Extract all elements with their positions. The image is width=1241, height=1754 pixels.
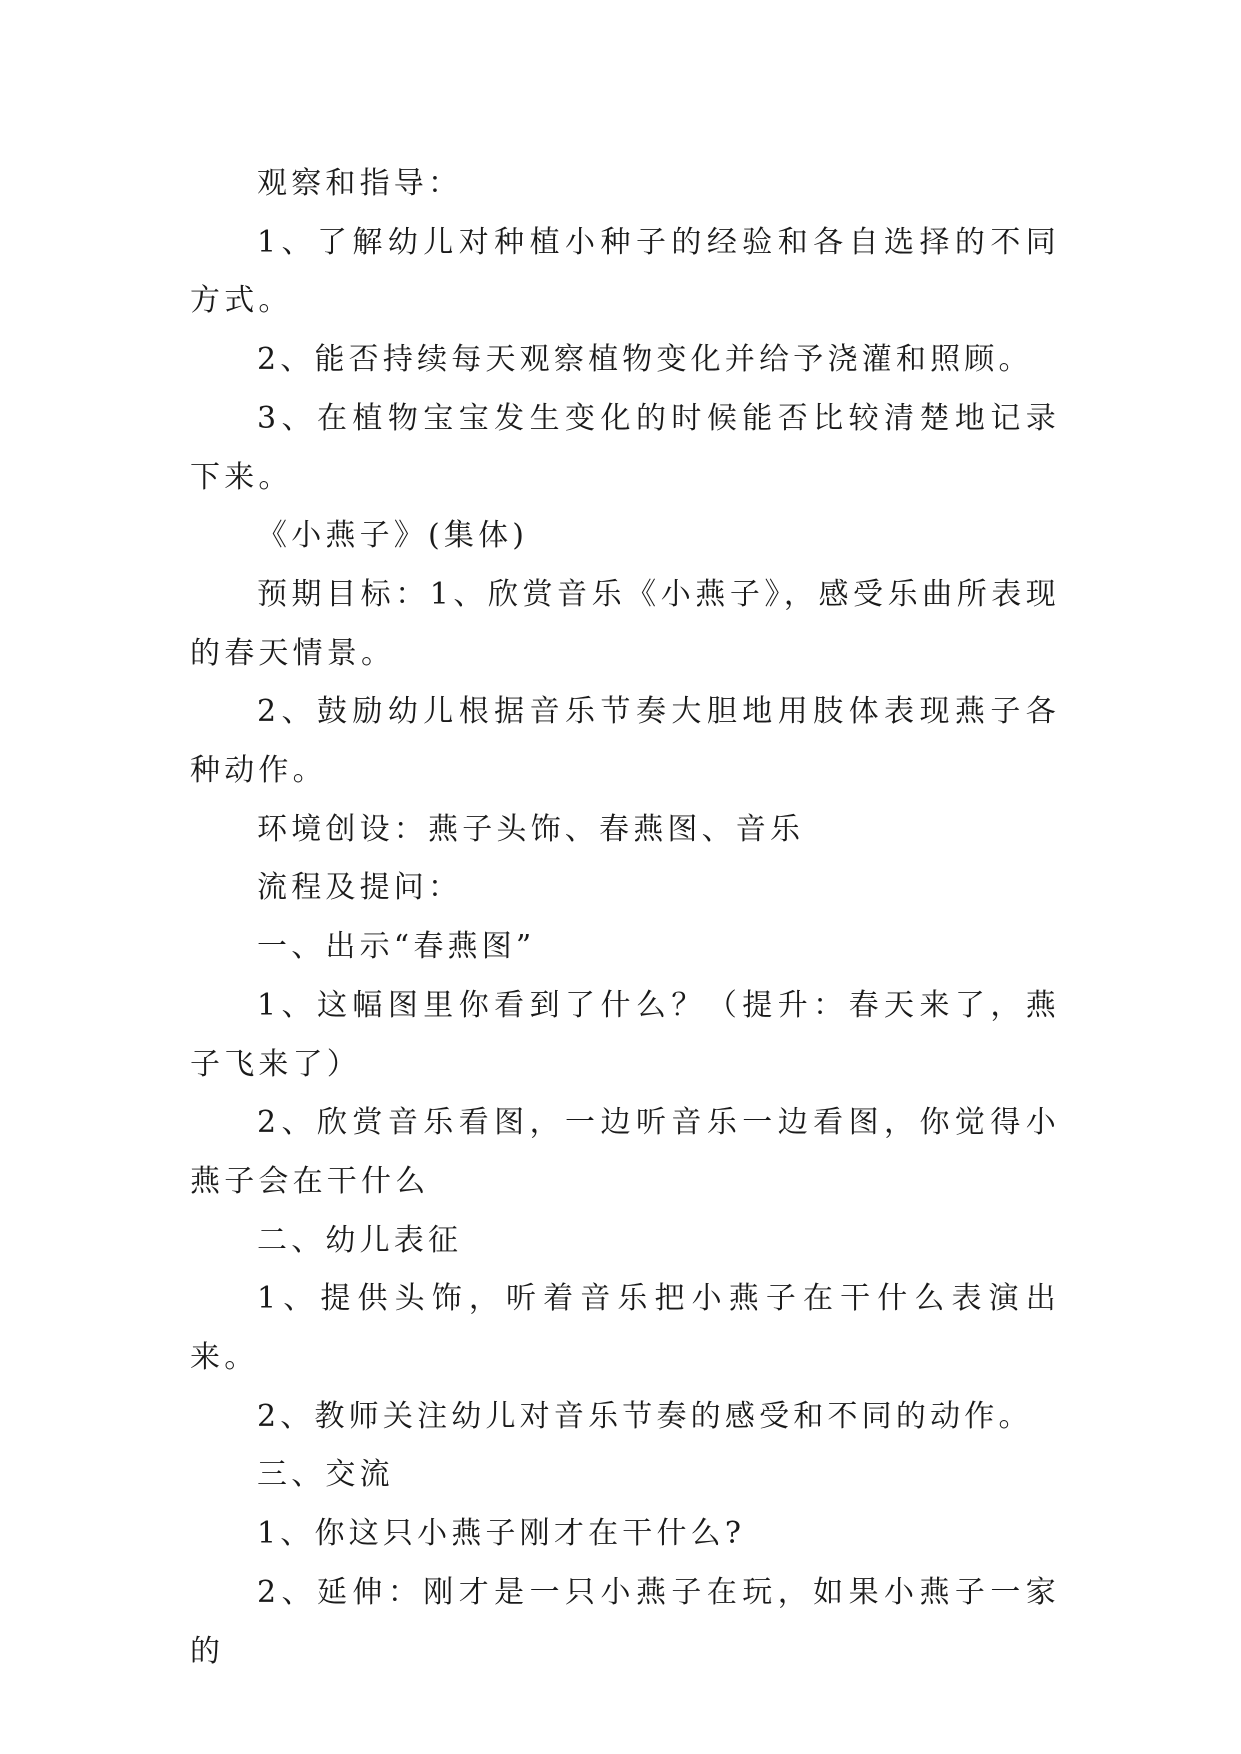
paragraph-step-1-heading: 一、出示“春燕图” bbox=[257, 929, 536, 965]
document-body bbox=[190, 155, 1060, 1681]
paragraph-observation-2: 2、能否持续每天观察植物变化并给予浇灌和照顾。 bbox=[257, 342, 1033, 378]
paragraph-observation-3: 3、在植物宝宝发生变化的时候能否比较清楚地记录下来。 bbox=[190, 400, 1060, 495]
paragraph-step-3-item-1: 1、你这只小燕子刚才在干什么? bbox=[257, 1516, 746, 1552]
paragraph-lesson-title: 《小燕子》(集体) bbox=[257, 518, 529, 554]
paragraph-environment: 环境创设：燕子头饰、春燕图、音乐 bbox=[257, 811, 805, 847]
paragraph-step-3-item-2: 2、延伸：刚才是一只小燕子在玩，如果小燕子一家的 bbox=[190, 1574, 1060, 1669]
paragraph-step-3-heading: 三、交流 bbox=[257, 1457, 394, 1493]
paragraph-observation-1: 1、了解幼儿对种植小种子的经验和各自选择的不同方式。 bbox=[190, 224, 1060, 319]
paragraph-observation-heading: 观察和指导： bbox=[257, 166, 463, 201]
paragraph-step-2-item-2: 2、教师关注幼儿对音乐节奏的感受和不同的动作。 bbox=[257, 1398, 1033, 1434]
paragraph-step-2-heading: 二、幼儿表征 bbox=[257, 1222, 463, 1258]
paragraph-goal-1: 预期目标：1、欣赏音乐《小燕子》，感受乐曲所表现的春天情景。 bbox=[190, 576, 1060, 671]
paragraph-goal-2: 2、鼓励幼儿根据音乐节奏大胆地用肢体表现燕子各种动作。 bbox=[190, 694, 1060, 789]
paragraph-step-1-q1: 1、这幅图里你看到了什么？（提升：春天来了，燕子飞来了） bbox=[190, 987, 1060, 1082]
paragraph-step-1-q2: 2、欣赏音乐看图，一边听音乐一边看图，你觉得小燕子会在干什么 bbox=[190, 1105, 1060, 1199]
paragraph-process-heading: 流程及提问： bbox=[257, 870, 463, 906]
paragraph-step-2-item-1: 1、提供头饰，听着音乐把小燕子在干什么表演出来。 bbox=[190, 1281, 1060, 1376]
